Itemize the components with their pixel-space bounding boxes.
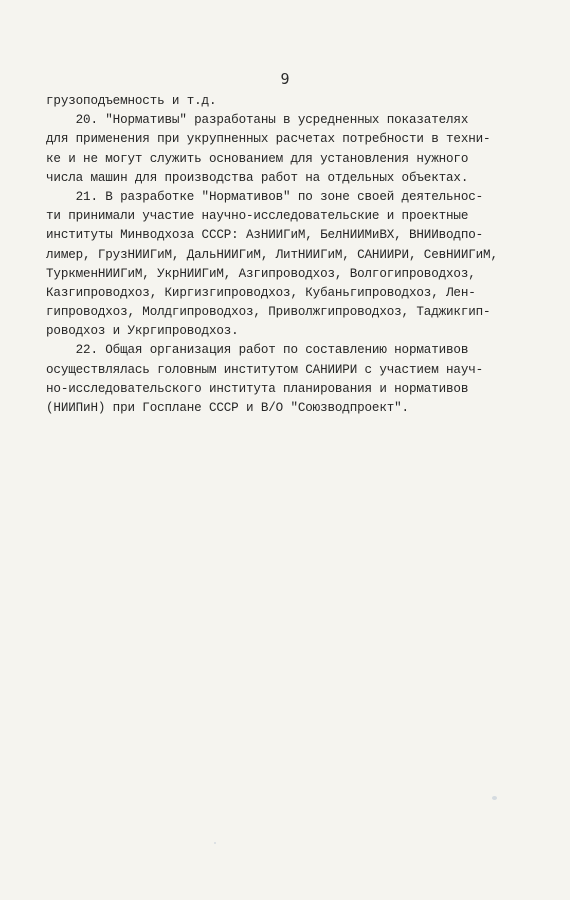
paragraph-20-line-1: 20. "Нормативы" разработаны в усредненных показателях xyxy=(46,113,469,128)
text-line: грузоподъемность и т.д. xyxy=(46,94,217,108)
text-line: ти принимали участие научно-исследовательские и проектные xyxy=(46,209,469,224)
document-body xyxy=(46,92,516,418)
paper-speck xyxy=(214,842,216,844)
text-line: лимер, ГрузНИИГиМ, ДальНИИГиМ, ЛитНИИГиМ, САНИИРИ, СевНИИГиМ, xyxy=(46,247,498,262)
text-line: роводхоз и Укргипроводхоз. xyxy=(46,324,239,339)
paragraph-22-line-1: 22. Общая организация работ по составлению нормативов xyxy=(46,343,469,358)
text-line: Казгипроводхоз, Киргизгипроводхоз, Кубаньгипроводхоз, Лен- xyxy=(46,285,476,300)
page-number: 9 xyxy=(280,70,290,88)
paper-speck xyxy=(492,796,497,800)
text-line: но-исследовательского института планирования и нормативов xyxy=(46,381,469,396)
text-line: ТуркменНИИГиМ, УкрНИИГиМ, Азгипроводхоз, Волгогипроводхоз, xyxy=(46,266,476,281)
text-line: осуществлялась головным институтом САНИИРИ с участием науч- xyxy=(46,362,484,377)
text-line: институты Минводхоза СССР: АзНИИГиМ, БелНИИМиВХ, ВНИИводпо- xyxy=(46,228,484,243)
paragraph-21-line-1: 21. В разработке "Нормативов" по зоне своей деятельнос- xyxy=(46,189,484,204)
text-line: гипроводхоз, Молдгипроводхоз, Приволжгипроводхоз, Таджикгип- xyxy=(46,305,491,320)
text-line: ке и не могут служить основанием для установления нужного xyxy=(46,151,469,166)
text-line: (НИИПиН) при Госплане СССР и В/О "Союзводпроект". xyxy=(46,401,409,415)
text-line: для применения при укрупненных расчетах потребности в техни- xyxy=(46,132,491,147)
text-line: числа машин для производства работ на отдельных объектах. xyxy=(46,170,469,185)
